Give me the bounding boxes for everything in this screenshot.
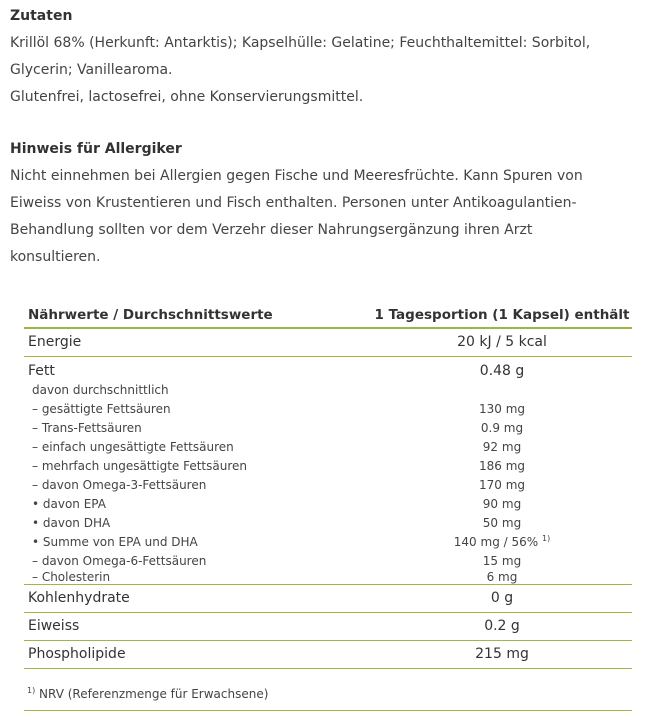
fat-sub-value: 186 mg <box>478 459 526 473</box>
phospholipids-label: Phospholipide <box>28 646 126 662</box>
allergy-line-4: konsultieren. <box>10 249 101 265</box>
energy-value: 20 kJ / 5 kcal <box>457 334 547 350</box>
fat-sub-label: – mehrfach ungesättigte Fettsäuren <box>32 459 248 473</box>
nutrition-table <box>24 303 632 669</box>
row-fat <box>24 357 632 585</box>
fat-sub-label: – Cholesterin <box>32 570 111 584</box>
fat-sub-label: • davon DHA <box>32 516 111 530</box>
fat-sub-value-with-note <box>372 533 632 552</box>
ingredients-line-3: Glutenfrei, lactosefrei, ohne Konservierungsmittel. <box>10 89 364 105</box>
row-energy <box>24 329 632 357</box>
phospholipids-value: 215 mg <box>475 646 529 662</box>
fat-value: 0.48 g <box>479 363 525 379</box>
footnote-marker: 1) <box>27 686 36 695</box>
fat-sub-value: 0.9 mg <box>480 421 524 435</box>
footnote-text: NRV (Referenzmenge für Erwachsene) <box>35 687 269 701</box>
fat-sub-value: 130 mg <box>478 402 526 416</box>
fat-sub-label: – gesättigte Fettsäuren <box>32 402 171 416</box>
carbs-value: 0 g <box>490 590 514 606</box>
epa-dha-sum-value: 140 mg / 56% <box>453 535 539 549</box>
allergy-title: Hinweis für Allergiker <box>10 141 182 157</box>
fat-sub-label: • Summe von EPA und DHA <box>32 535 198 549</box>
allergy-line-1: Nicht einnehmen bei Allergien gegen Fische und Meeresfrüchte. Kann Spuren von <box>10 168 583 184</box>
header-value: 1 Tagesportion (1 Kapsel) enthält <box>374 307 630 323</box>
header-label: Nährwerte / Durchschnittswerte <box>28 307 273 323</box>
carbs-label: Kohlenhydrate <box>28 590 130 606</box>
row-protein <box>24 613 632 641</box>
ingredients-title: Zutaten <box>10 8 73 24</box>
fat-sub-value: 170 mg <box>478 478 526 492</box>
allergy-line-3: Behandlung sollten vor dem Verzehr dieser Nahrungsergänzung ihren Arzt <box>10 222 533 238</box>
fat-sub-label: • davon EPA <box>32 497 106 511</box>
fat-sub-label: – davon Omega-3-Fettsäuren <box>32 478 207 492</box>
fat-label: Fett <box>28 363 55 379</box>
nrv-footnote-marker: 1) <box>541 534 551 543</box>
footnote <box>27 687 268 701</box>
fat-sub-label: – Trans-Fettsäuren <box>32 421 142 435</box>
allergy-line-2: Eiweiss von Krustentieren und Fisch enthalten. Personen unter Antikoagulantien- <box>10 195 577 211</box>
fat-sub-value: 90 mg <box>482 497 522 511</box>
fat-sub-label: – einfach ungesättigte Fettsäuren <box>32 440 234 454</box>
energy-label: Energie <box>28 334 82 350</box>
fat-sub-label: – davon Omega-6-Fettsäuren <box>32 554 207 568</box>
protein-value: 0.2 g <box>484 618 520 634</box>
row-carbs <box>24 585 632 613</box>
ingredients-line-1: Krillöl 68% (Herkunft: Antarktis); Kapselhülle: Gelatine; Feuchthaltemittel: Sorbitol, <box>10 35 591 51</box>
ingredients-line-2: Glycerin; Vanillearoma. <box>10 62 173 78</box>
table-header <box>24 303 632 329</box>
fat-sub-value: 15 mg <box>482 554 522 568</box>
row-phospholipids <box>24 641 632 669</box>
footnote-divider <box>24 710 632 711</box>
protein-label: Eiweiss <box>28 618 80 634</box>
fat-sub-intro: davon durchschnittlich <box>32 383 169 397</box>
fat-sub-value: 92 mg <box>482 440 522 454</box>
fat-sub-value: 6 mg <box>486 570 518 584</box>
fat-sub-value: 50 mg <box>482 516 522 530</box>
